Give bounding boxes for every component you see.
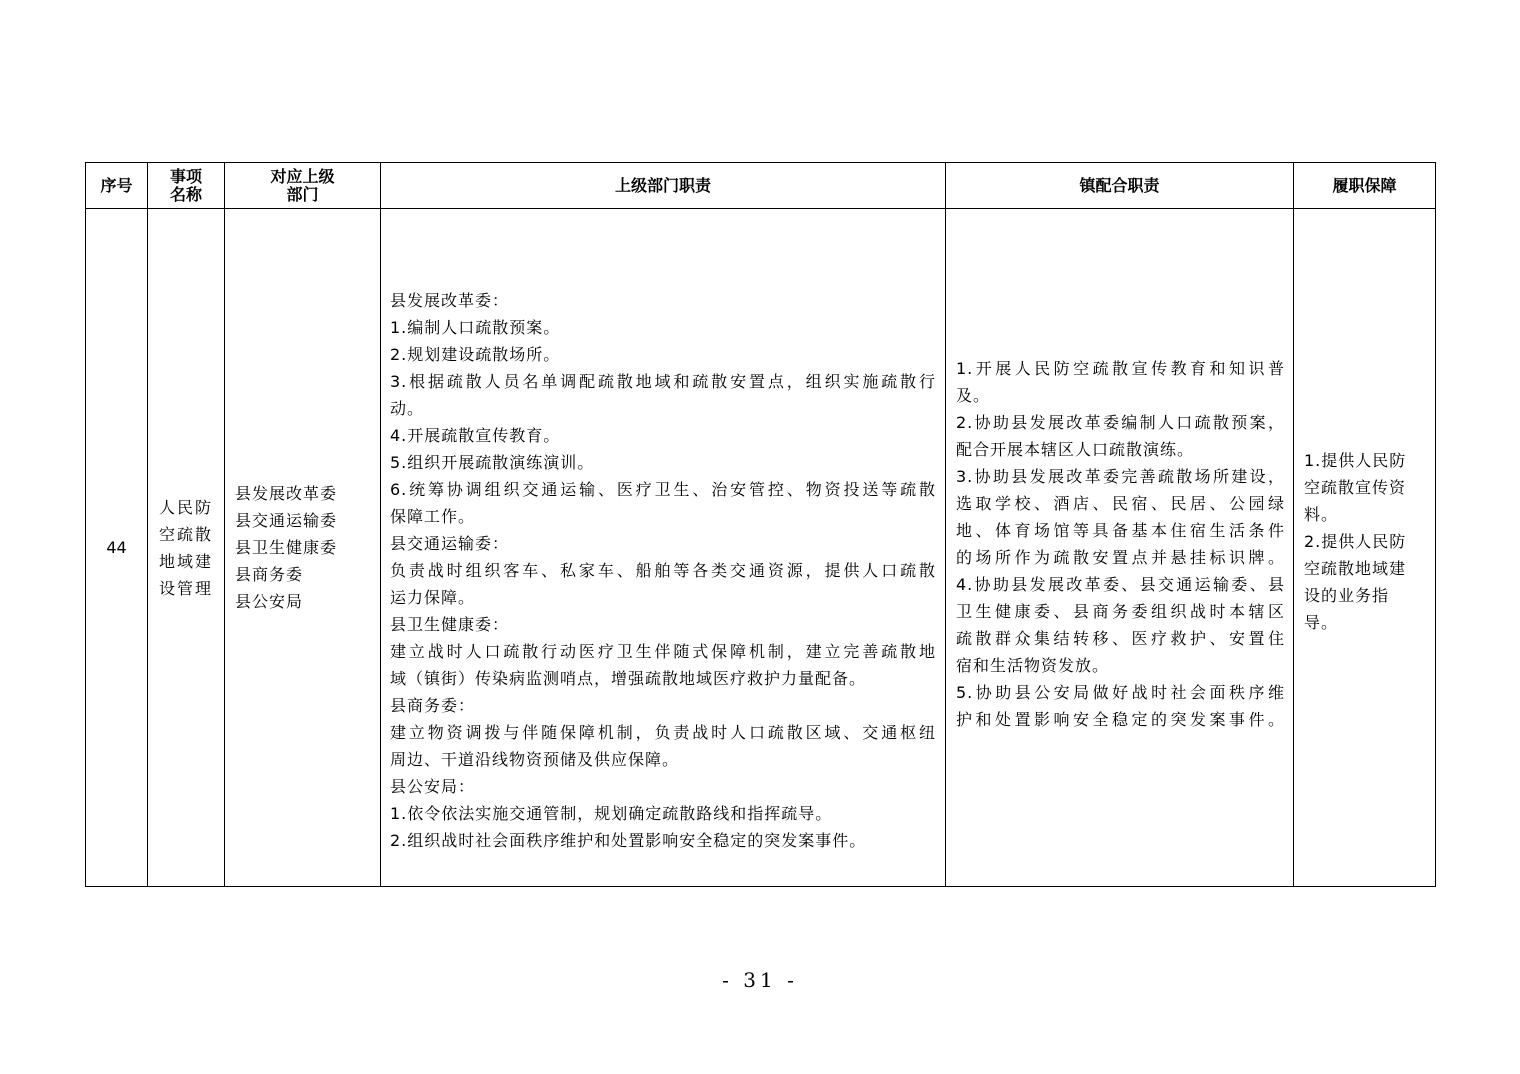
duty-table: [85, 162, 1436, 887]
text-line: 县卫生健康委：: [390, 615, 510, 634]
text-line: 县发展改革委: [235, 484, 338, 503]
text-line: 周边、干道沿线物资预储及供应保障。: [390, 750, 680, 769]
text-line: 1.依令依法实施交通管制，规划确定疏散路线和指挥疏导。: [390, 804, 833, 823]
text-line: 导。: [1304, 613, 1339, 632]
header-superior-duties: 上级部门职责: [381, 163, 946, 209]
text-line: 卫生健康委、县商务委组织战时本辖区: [956, 601, 1285, 621]
text-line: 县发展改革委：: [390, 291, 510, 310]
text-line: 县商务委: [235, 565, 304, 584]
text-line: 配合开展本辖区人口疏散演练。: [956, 439, 1195, 459]
text-line: 5.协助县公安局做好战时社会面秩序维: [956, 682, 1285, 702]
text-line: 护和处置影响安全稳定的突发案事件。: [956, 709, 1285, 729]
header-item-name: 事项 名称: [148, 163, 225, 209]
text-line: 县交通运输委: [235, 511, 338, 530]
text-line: 县公安局：: [390, 777, 476, 796]
text-line: 3.协助县发展改革委完善疏散场所建设，: [956, 466, 1285, 486]
text-line: 4.开展疏散宣传教育。: [390, 426, 561, 445]
header-town-duties: 镇配合职责: [946, 163, 1294, 209]
text-line: 负责战时组织客车、私家车、船舶等各类交通资源，提供人口疏散: [390, 561, 936, 580]
town-duties-cell: [946, 209, 1294, 887]
header-guarantee: 履职保障: [1294, 163, 1436, 209]
table-row: [86, 209, 1436, 887]
text-line: 料。: [1304, 505, 1339, 524]
text-line: 疏散群众集结转移、医疗救护、安置住: [956, 628, 1285, 648]
text-line: 县交通运输委：: [390, 534, 510, 553]
text-line: 及。: [956, 385, 991, 405]
text-line: 域（镇街）传染病监测哨点，增强疏散地域医疗救护力量配备。: [390, 669, 867, 688]
text-line: 1.编制人口疏散预案。: [390, 318, 561, 337]
text-line: 建立战时人口疏散行动医疗卫生伴随式保障机制，建立完善疏散地: [390, 642, 936, 661]
superior-dept-cell: [225, 209, 381, 887]
text-line: 县商务委：: [390, 696, 476, 715]
text-line: 县公安局: [235, 592, 304, 611]
header-superior-dept: 对应上级 部门: [225, 163, 381, 209]
text-line: 县卫生健康委: [235, 538, 338, 557]
text-line: 保障工作。: [390, 507, 476, 526]
item-name-cell: [148, 209, 225, 887]
text-line: 的场所作为疏散安置点并悬挂标识牌。: [956, 547, 1285, 567]
text-line: 地域建: [158, 551, 213, 571]
text-line: 宿和生活物资发放。: [956, 655, 1110, 675]
text-line: 2.组织战时社会面秩序维护和处置影响安全稳定的突发案事件。: [390, 831, 867, 850]
text-line: 5.组织开展疏散演练演训。: [390, 453, 595, 472]
text-line: 设管理: [158, 578, 213, 598]
header-serial: 序号: [86, 163, 148, 209]
text-line: 空疏散: [158, 524, 213, 544]
text-line: 设的业务指: [1304, 586, 1390, 605]
text-line: 6.统筹协调组织交通运输、医疗卫生、治安管控、物资投送等疏散: [390, 480, 936, 499]
text-line: 3.根据疏散人员名单调配疏散地域和疏散安置点，组织实施疏散行: [390, 372, 936, 391]
text-line: 建立物资调拨与伴随保障机制，负责战时人口疏散区域、交通枢纽: [390, 723, 936, 742]
text-line: 2.提供人民防: [1304, 532, 1407, 551]
text-line: 空疏散宣传资: [1304, 478, 1407, 497]
page-number: - 31 -: [722, 968, 798, 992]
text-line: 选取学校、酒店、民宿、民居、公园绿: [956, 493, 1285, 513]
text-line: 空疏散地域建: [1304, 559, 1407, 578]
text-line: 2.规划建设疏散场所。: [390, 345, 561, 364]
guarantee-cell: [1294, 209, 1436, 887]
text-line: 运力保障。: [390, 588, 476, 607]
text-line: 2.协助县发展改革委编制人口疏散预案，: [956, 412, 1285, 432]
text-line: 1.提供人民防: [1304, 451, 1407, 470]
text-line: 1.开展人民防空疏散宣传教育和知识普: [956, 358, 1285, 378]
serial-cell: 44: [86, 209, 148, 887]
header-row: [86, 163, 1436, 209]
text-line: 动。: [390, 399, 425, 418]
text-line: 地、体育场馆等具备基本住宿生活条件: [956, 520, 1285, 540]
superior-duties-cell: [381, 209, 946, 887]
text-line: 人民防: [158, 497, 213, 517]
text-line: 4.协助县发展改革委、县交通运输委、县: [956, 574, 1285, 594]
